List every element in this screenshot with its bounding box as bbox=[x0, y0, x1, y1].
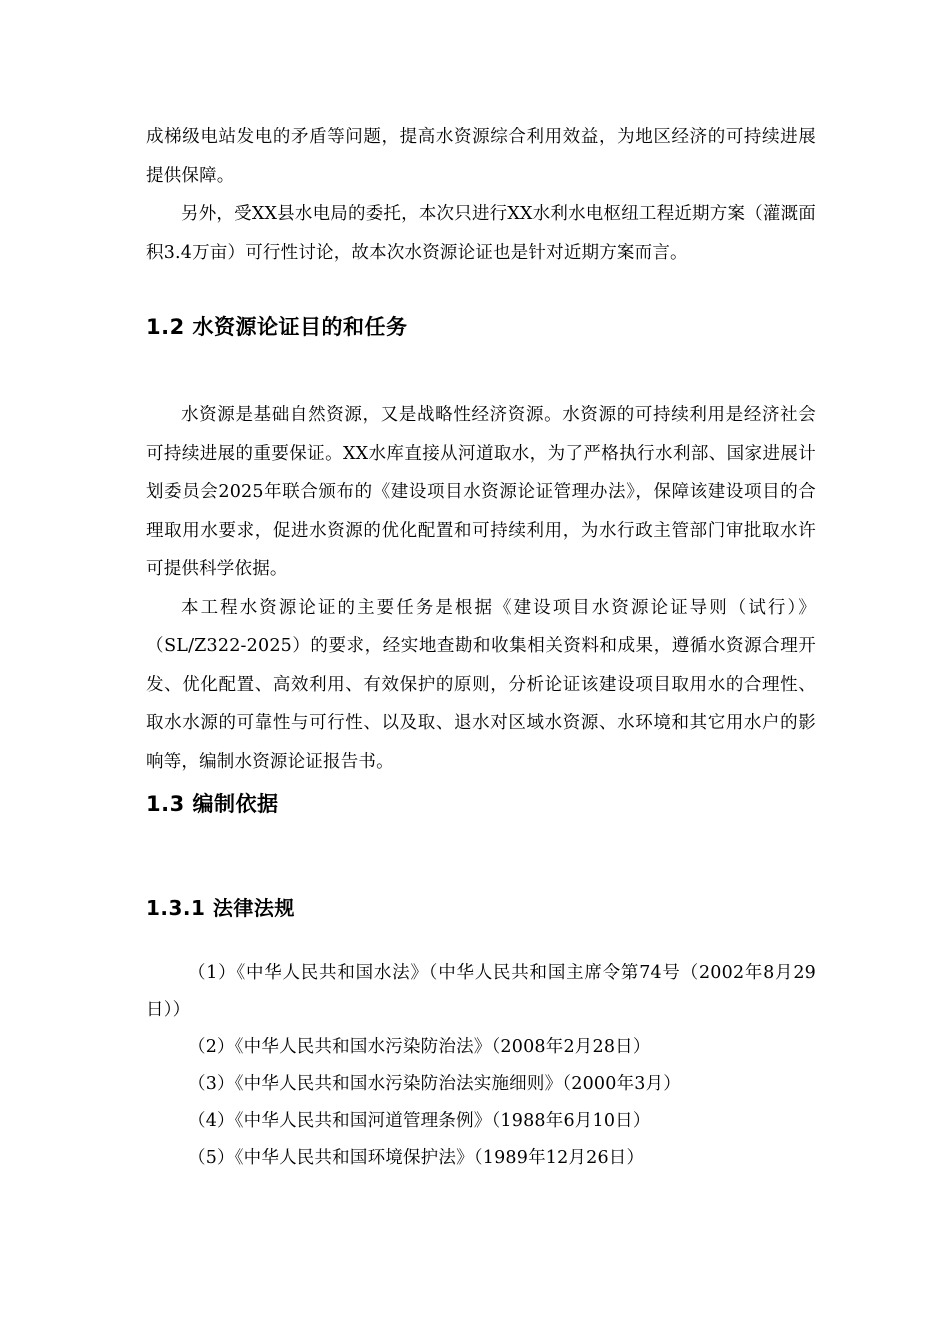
regulations-list bbox=[146, 955, 816, 1177]
section-heading-1-3-1: 1.3.1 法律法规 bbox=[146, 896, 295, 920]
list-item: （1）《中华人民共和国水法》（中华人民共和国主席令第74号（2002年8月29日）） bbox=[146, 963, 816, 1020]
document-page bbox=[146, 118, 816, 1177]
section-1-2-paragraph-1: 水资源是基础自然资源，又是战略性经济资源。水资源的可持续利用是经济社会可持续进展的重要保证。XX水库直接从河道取水，为了严格执行水利部、国家进展计划委员会2025年联合颁布的《建设项目水资源论证管理办法》，保障该建设项目的合理取用水要求，促进水资源的优化配置和可持续利用，为水行政主管部门审批取水许可提供科学依据。 bbox=[146, 405, 816, 579]
list-item: （3）《中华人民共和国水污染防治法实施细则》（2000年3月） bbox=[188, 1074, 682, 1094]
intro-paragraph-2: 另外，受XX县水电局的委托，本次只进行XX水利水电枢纽工程近期方案（灌溉面积3.4万亩）可行性讨论，故本次水资源论证也是针对近期方案而言。 bbox=[146, 204, 816, 263]
section-1-2-paragraph-2: 本工程水资源论证的主要任务是根据《建设项目水资源论证导则（试行）》（SL/Z322-2025）的要求，经实地查勘和收集相关资料和成果，遵循水资源合理开发、优化配置、高效利用、有效保护的原则，分析论证该建设项目取用水的合理性、取水水源的可靠性与可行性、以及取、退水对区域水资源、水环境和其它用水户的影响等，编制水资源论证报告书。 bbox=[146, 597, 816, 772]
list-item: （2）《中华人民共和国水污染防治法》（2008年2月28日） bbox=[188, 1037, 651, 1057]
list-item: （4）《中华人民共和国河道管理条例》（1988年6月10日） bbox=[188, 1111, 651, 1131]
intro-paragraph-1: 成梯级电站发电的矛盾等问题，提高水资源综合利用效益，为地区经济的可持续进展提供保障。 bbox=[146, 127, 816, 186]
section-heading-1-3: 1.3 编制依据 bbox=[146, 792, 279, 816]
list-item: （5）《中华人民共和国环境保护法》（1989年12月26日） bbox=[188, 1148, 645, 1168]
section-heading-1-2: 1.2 水资源论证目的和任务 bbox=[146, 315, 408, 339]
